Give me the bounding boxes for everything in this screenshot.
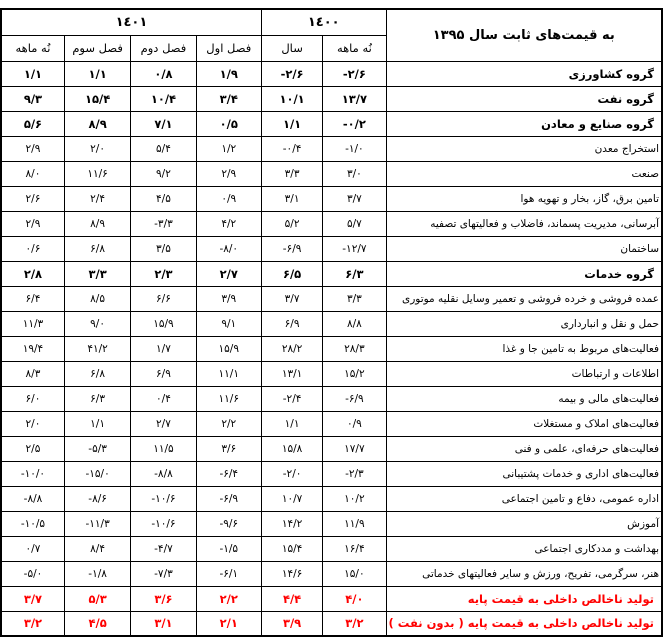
value-cell-0: ۱۶/۴ (323, 536, 386, 561)
value-cell-1: ۵/۲ (261, 211, 322, 236)
row-label: فعالیت‌های مربوط به تامین جا و غذا (386, 336, 662, 361)
column-header-2: فصل اول (196, 35, 261, 61)
value-cell-3: ۳/۶ (131, 586, 196, 611)
table-row (1, 236, 662, 261)
value-cell-1: ۱۰/۱ (261, 86, 322, 111)
value-cell-4: ۲/۰ (64, 136, 130, 161)
value-cell-5: ۲/۹ (1, 136, 64, 161)
value-cell-3: ۲/۳ (131, 261, 196, 286)
row-label: فعالیت‌های مالی و بیمه (386, 386, 662, 411)
value-cell-1: ۱۰/۷ (261, 486, 322, 511)
value-cell-0: ۱۵/۲ (323, 361, 386, 386)
value-cell-3: ۵/۴ (131, 136, 196, 161)
value-cell-5: ۸/۳ (1, 361, 64, 386)
value-cell-1: ۶/۵ (261, 261, 322, 286)
value-cell-0: -۱۲/۷ (323, 236, 386, 261)
table-row (1, 186, 662, 211)
value-cell-2: ۲/۱ (196, 611, 261, 636)
value-cell-3: ۰/۴ (131, 386, 196, 411)
column-header-5: نُه ماهه (1, 35, 64, 61)
value-cell-0: ۵/۷ (323, 211, 386, 236)
row-label: اداره عمومی، دفاع و تامین اجتماعی (386, 486, 662, 511)
table-row (1, 361, 662, 386)
value-cell-2: ۰/۵ (196, 111, 261, 136)
value-cell-0: -۶/۹ (323, 386, 386, 411)
value-cell-5: ۲/۹ (1, 211, 64, 236)
row-label: تامین برق، گاز، بخار و تهویه هوا (386, 186, 662, 211)
value-cell-5: -۱۰/۵ (1, 511, 64, 536)
value-cell-4: ۱/۱ (64, 411, 130, 436)
row-label: اطلاعات و ارتباطات (386, 361, 662, 386)
growth-rates-table (0, 8, 663, 637)
value-cell-1: ۳/۳ (261, 161, 322, 186)
table-row (1, 161, 662, 186)
value-cell-2: ۳/۴ (196, 86, 261, 111)
table-row (1, 336, 662, 361)
value-cell-3: ۶/۶ (131, 286, 196, 311)
row-label: آبرسانی، مدیریت پسماند، فاضلاب و فعالیتهای تصفیه (386, 211, 662, 236)
value-cell-3: -۱۰/۶ (131, 486, 196, 511)
value-cell-4: ۸/۹ (64, 111, 130, 136)
value-cell-4: -۱۵/۰ (64, 461, 130, 486)
value-cell-4: ۱/۱ (64, 61, 130, 86)
value-cell-3: ۱/۷ (131, 336, 196, 361)
row-label: بهداشت و مددکاری اجتماعی (386, 536, 662, 561)
value-cell-5: ۵/۶ (1, 111, 64, 136)
value-cell-5: -۵/۰ (1, 561, 64, 586)
value-cell-0: -۲/۳ (323, 461, 386, 486)
value-cell-2: -۶/۴ (196, 461, 261, 486)
table-row (1, 61, 662, 86)
value-cell-2: ۲/۲ (196, 411, 261, 436)
value-cell-0: ۶/۳ (323, 261, 386, 286)
value-cell-3: ۳/۵ (131, 236, 196, 261)
value-cell-2: ۱۱/۶ (196, 386, 261, 411)
value-cell-5: ۱/۱ (1, 61, 64, 86)
row-label: فعالیت‌های اداری و خدمات پشتیبانی (386, 461, 662, 486)
value-cell-4: -۱/۸ (64, 561, 130, 586)
value-cell-0: ۱۱/۹ (323, 511, 386, 536)
column-header-1: سال (261, 35, 322, 61)
value-cell-1: ۳/۱ (261, 186, 322, 211)
row-label: فعالیت‌های املاک و مستغلات (386, 411, 662, 436)
value-cell-0: ۳/۰ (323, 161, 386, 186)
value-cell-3: ۱۵/۹ (131, 311, 196, 336)
value-cell-4: -۸/۶ (64, 486, 130, 511)
table-row (1, 411, 662, 436)
value-cell-4: ۳/۳ (64, 261, 130, 286)
value-cell-4: ۸/۹ (64, 211, 130, 236)
value-cell-1: -۲/۴ (261, 386, 322, 411)
value-cell-0: -۰/۲ (323, 111, 386, 136)
value-cell-1: ۱۳/۱ (261, 361, 322, 386)
value-cell-1: ۱۵/۴ (261, 536, 322, 561)
value-cell-3: ۱۰/۴ (131, 86, 196, 111)
value-cell-2: -۱/۵ (196, 536, 261, 561)
value-cell-5: ۲/۵ (1, 436, 64, 461)
value-cell-2: ۲/۷ (196, 261, 261, 286)
value-cell-5: ۶/۰ (1, 386, 64, 411)
value-cell-2: ۱/۲ (196, 136, 261, 161)
value-cell-4: ۱۵/۴ (64, 86, 130, 111)
value-cell-2: ۳/۶ (196, 436, 261, 461)
value-cell-0: ۲۸/۳ (323, 336, 386, 361)
row-label: گروه خدمات (386, 261, 662, 286)
table-title: به قیمت‌های ثابت سال ۱۳۹۵ (386, 9, 662, 61)
value-cell-5: ۱۱/۳ (1, 311, 64, 336)
column-header-3: فصل دوم (131, 35, 196, 61)
value-cell-1: -۲/۶ (261, 61, 322, 86)
value-cell-4: ۵/۳ (64, 586, 130, 611)
value-cell-2: ۹/۱ (196, 311, 261, 336)
value-cell-0: -۱/۰ (323, 136, 386, 161)
value-cell-1: -۰/۴ (261, 136, 322, 161)
value-cell-4: ۸/۴ (64, 536, 130, 561)
value-cell-1: ۱/۱ (261, 411, 322, 436)
value-cell-1: ۱۵/۸ (261, 436, 322, 461)
table-row (1, 611, 662, 636)
value-cell-0: ۱۵/۰ (323, 561, 386, 586)
value-cell-5: ۳/۷ (1, 586, 64, 611)
value-cell-4: -۵/۳ (64, 436, 130, 461)
value-cell-3: -۴/۷ (131, 536, 196, 561)
row-label: هنر، سرگرمی، تفریح، ورزش و سایر فعالیتهای خدماتی (386, 561, 662, 586)
table-row (1, 286, 662, 311)
value-cell-3: ۷/۱ (131, 111, 196, 136)
value-cell-3: ۴/۵ (131, 186, 196, 211)
table-row (1, 436, 662, 461)
value-cell-3: ۹/۲ (131, 161, 196, 186)
table-row (1, 136, 662, 161)
value-cell-1: -۶/۹ (261, 236, 322, 261)
row-label: گروه کشاورزی (386, 61, 662, 86)
value-cell-3: ۶/۹ (131, 361, 196, 386)
value-cell-0: ۱۷/۷ (323, 436, 386, 461)
value-cell-0: ۱۳/۷ (323, 86, 386, 111)
table-row (1, 261, 662, 286)
value-cell-4: ۸/۵ (64, 286, 130, 311)
value-cell-3: ۰/۸ (131, 61, 196, 86)
value-cell-5: ۹/۳ (1, 86, 64, 111)
value-cell-2: ۴/۲ (196, 211, 261, 236)
value-cell-0: ۴/۰ (323, 586, 386, 611)
table-row (1, 111, 662, 136)
value-cell-4: -۱۱/۳ (64, 511, 130, 536)
value-cell-4: ۶/۸ (64, 361, 130, 386)
value-cell-5: ۲/۰ (1, 411, 64, 436)
row-label: تولید ناخالص داخلی به قیمت پایه ( بدون نفت ) (386, 611, 662, 636)
value-cell-4: ۱۱/۶ (64, 161, 130, 186)
value-cell-4: ۹/۰ (64, 311, 130, 336)
row-label: تولید ناخالص داخلی به قیمت پایه (386, 586, 662, 611)
table-row (1, 486, 662, 511)
value-cell-2: ۱/۹ (196, 61, 261, 86)
year-header-row (1, 9, 662, 35)
value-cell-2: ۳/۹ (196, 286, 261, 311)
year-1400-header: ١٤٠٠ (261, 9, 386, 35)
value-cell-5: ۳/۲ (1, 611, 64, 636)
value-cell-0: ۱۰/۲ (323, 486, 386, 511)
value-cell-5: -۱۰/۰ (1, 461, 64, 486)
value-cell-2: -۶/۱ (196, 561, 261, 586)
value-cell-1: -۲/۰ (261, 461, 322, 486)
row-label: فعالیت‌های حرفه‌ای، علمی و فنی (386, 436, 662, 461)
row-label: عمده فروشی و خرده فروشی و تعمیر وسایل نقلیه موتوری (386, 286, 662, 311)
table-row (1, 536, 662, 561)
table-row (1, 561, 662, 586)
value-cell-2: ۱۱/۱ (196, 361, 261, 386)
value-cell-5: ۲/۶ (1, 186, 64, 211)
value-cell-5: ۸/۰ (1, 161, 64, 186)
value-cell-0: -۲/۶ (323, 61, 386, 86)
table-row (1, 311, 662, 336)
value-cell-3: -۸/۸ (131, 461, 196, 486)
value-cell-2: ۲/۹ (196, 161, 261, 186)
value-cell-3: -۷/۳ (131, 561, 196, 586)
value-cell-5: ۰/۶ (1, 236, 64, 261)
value-cell-1: ۴/۴ (261, 586, 322, 611)
value-cell-5: ۱۹/۴ (1, 336, 64, 361)
value-cell-4: ۶/۸ (64, 236, 130, 261)
value-cell-1: ۳/۹ (261, 611, 322, 636)
table-row (1, 86, 662, 111)
value-cell-4: ۴/۵ (64, 611, 130, 636)
table-row (1, 211, 662, 236)
value-cell-0: ۸/۸ (323, 311, 386, 336)
value-cell-5: ۰/۷ (1, 536, 64, 561)
value-cell-0: ۰/۹ (323, 411, 386, 436)
value-cell-4: ۴۱/۲ (64, 336, 130, 361)
table-row (1, 386, 662, 411)
row-label: حمل و نقل و انبارداری (386, 311, 662, 336)
value-cell-5: -۸/۸ (1, 486, 64, 511)
table-row (1, 461, 662, 486)
year-1401-header: ١٤٠١ (1, 9, 261, 35)
row-label: آموزش (386, 511, 662, 536)
value-cell-3: -۳/۳ (131, 211, 196, 236)
row-label: ساختمان (386, 236, 662, 261)
column-header-0: نُه ماهه (323, 35, 386, 61)
value-cell-0: ۳/۳ (323, 286, 386, 311)
value-cell-0: ۳/۲ (323, 611, 386, 636)
value-cell-1: ۱۴/۶ (261, 561, 322, 586)
row-label: استخراج معدن (386, 136, 662, 161)
value-cell-1: ۶/۹ (261, 311, 322, 336)
value-cell-3: ۱۱/۵ (131, 436, 196, 461)
column-header-4: فصل سوم (64, 35, 130, 61)
value-cell-1: ۱/۱ (261, 111, 322, 136)
value-cell-5: ۶/۴ (1, 286, 64, 311)
value-cell-2: -۹/۶ (196, 511, 261, 536)
value-cell-4: ۲/۴ (64, 186, 130, 211)
table-row (1, 511, 662, 536)
value-cell-2: -۶/۹ (196, 486, 261, 511)
value-cell-3: -۱۰/۶ (131, 511, 196, 536)
row-label: صنعت (386, 161, 662, 186)
value-cell-3: ۳/۱ (131, 611, 196, 636)
value-cell-2: ۰/۹ (196, 186, 261, 211)
value-cell-1: ۳/۷ (261, 286, 322, 311)
value-cell-2: -۸/۰ (196, 236, 261, 261)
row-label: گروه نفت (386, 86, 662, 111)
table-row (1, 586, 662, 611)
value-cell-1: ۱۴/۲ (261, 511, 322, 536)
row-label: گروه صنایع و معادن (386, 111, 662, 136)
value-cell-2: ۱۵/۹ (196, 336, 261, 361)
value-cell-1: ۲۸/۲ (261, 336, 322, 361)
value-cell-2: ۲/۲ (196, 586, 261, 611)
value-cell-4: ۶/۳ (64, 386, 130, 411)
value-cell-0: ۳/۷ (323, 186, 386, 211)
value-cell-3: ۲/۷ (131, 411, 196, 436)
value-cell-5: ۲/۸ (1, 261, 64, 286)
